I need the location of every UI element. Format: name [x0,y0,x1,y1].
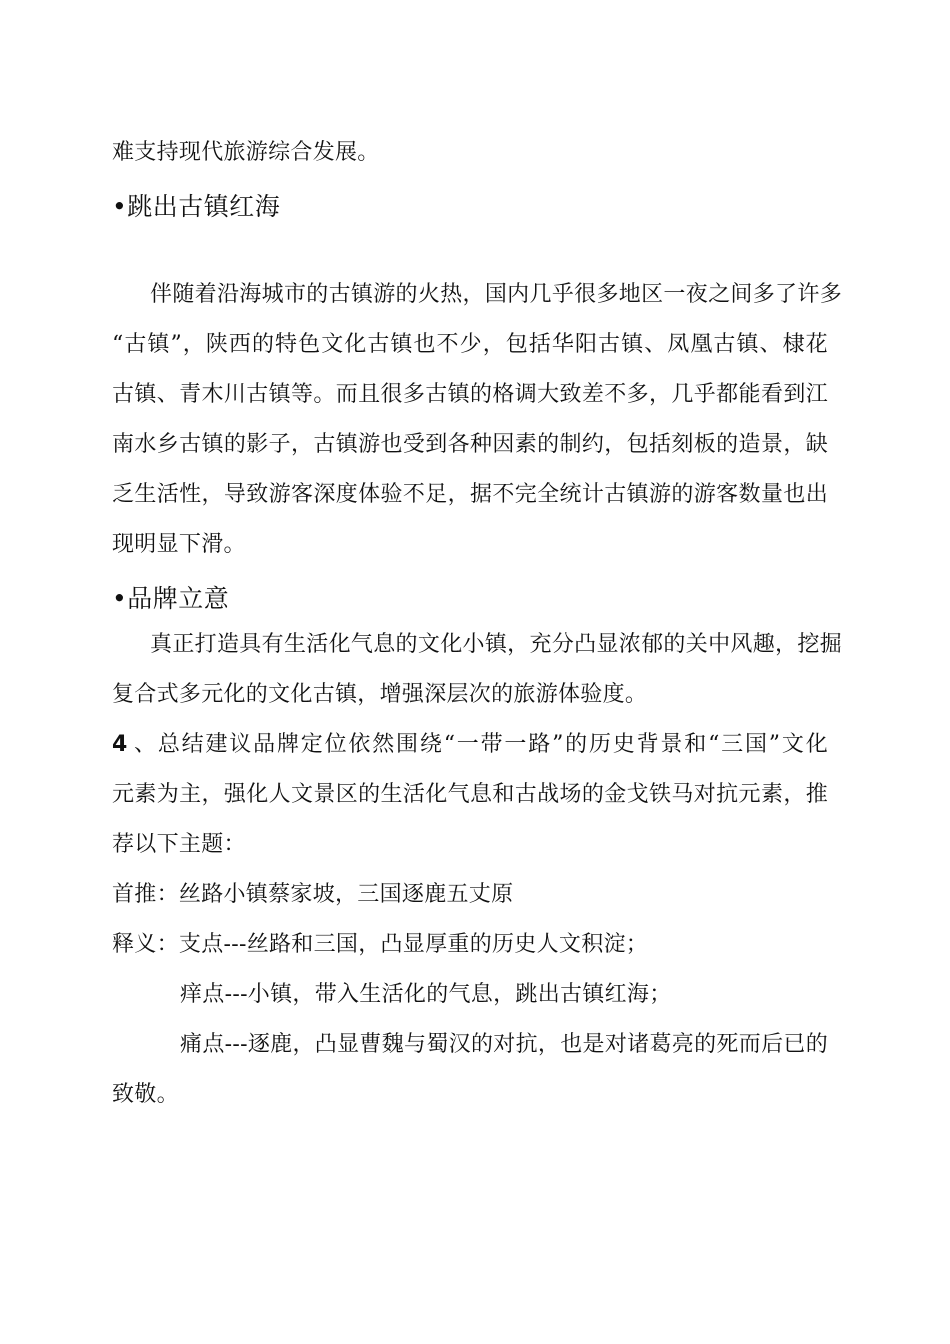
pain-point-line-2: 致敬。 [112,1082,179,1107]
pain-point-line-1: 痛点---逐鹿，凸显曹魏与蜀汉的对抗，也是对诸葛亮的死而后已的 [180,1032,828,1057]
escape-paragraph-line-2: “古镇”，陕西的特色文化古镇也不少，包括华阳古镇、凤凰古镇、棣花 [112,332,828,357]
escape-paragraph-line-5: 乏生活性，导致游客深度体验不足，据不完全统计古镇游的游客数量也出 [112,482,828,507]
intro-tail-line: 难支持现代旅游综合发展。 [112,140,380,165]
itch-point-line: 痒点---小镇，带入生活化的气息，跳出古镇红海； [180,982,672,1007]
summary-paragraph-line-3: 荐以下主题： [112,832,246,857]
escape-paragraph-line-1: 伴随着沿海城市的古镇游的火热，国内几乎很多地区一夜之间多了许多 [150,282,842,307]
escape-paragraph-line-4: 南水乡古镇的影子，古镇游也受到各种因素的制约，包括刻板的造景，缺 [112,432,828,457]
first-pick-line: 首推：丝路小镇蔡家坡，三国逐鹿五丈原 [112,882,514,907]
brand-paragraph-line-2: 复合式多元化的文化古镇，增强深层次的旅游体验度。 [112,682,648,707]
summary-paragraph-line-1: 、总结建议品牌定位依然围绕“一带一路”的历史背景和“三国”文化 [134,732,828,757]
summary-section-number: 4 [112,732,128,757]
explanation-line: 释义：支点---丝路和三国，凸显厚重的历史人文积淀； [112,932,649,957]
section-heading-escape: •跳出古镇红海 [112,192,281,221]
summary-number-wrap [112,730,136,760]
summary-paragraph-line-2: 元素为主，强化人文景区的生活化气息和古战场的金戈铁马对抗元素，推 [112,782,828,807]
escape-paragraph-line-3: 古镇、青木川古镇等。而且很多古镇的格调大致差不多，几乎都能看到江 [112,382,828,407]
escape-paragraph-line-6: 现明显下滑。 [112,532,246,557]
brand-paragraph-line-1: 真正打造具有生活化气息的文化小镇，充分凸显浓郁的关中风趣，挖掘 [150,632,842,657]
section-heading-brand: •品牌立意 [112,584,230,613]
